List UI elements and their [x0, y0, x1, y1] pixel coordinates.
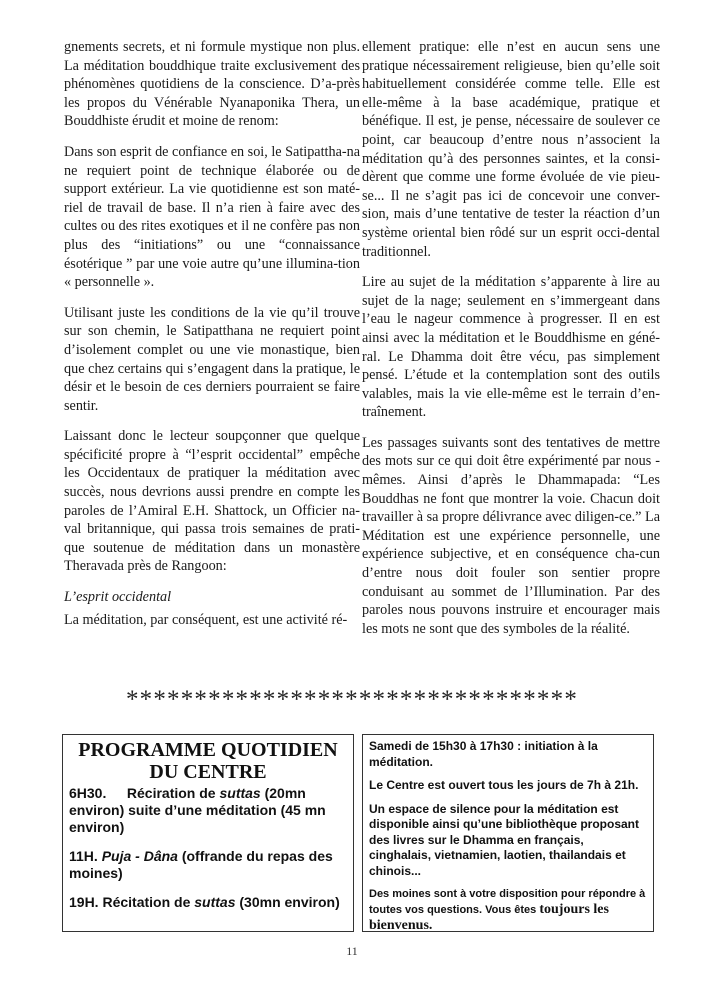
left-text-column [64, 38, 360, 629]
programme-time: 19H. [69, 894, 99, 910]
info-item: Samedi de 15h30 à 17h30 : initiation à la méditation. [369, 739, 598, 769]
paragraph: ellement pratique: elle n’est en aucun sens une pratique nécessairement religieuse, bien qu’elle soit habituellement considérée comme telle. Elle est elle-même à la base académique, pratique et bénéfique. Il est, je pense, nécessaire de soulever ce point, car beaucoup d’entre nous n’associent la méditation qu’à des personnes saintes, et la consi-dèrent que comme une forme évoluée de vie pieu-se... Il ne s’agit pas ici de concevoir une conver-sion, mais d’une tentative de tester la réaction d’un système oriental bien rôdé sur un esprit occi-dental traditionnel. [362, 39, 660, 260]
welcome-text: toujours les bienvenus. [369, 902, 609, 933]
info-item: Un espace de silence pour la méditation est disponible ainsi qu’une bibliothèque proposant des livres sur le Dhamma en français, cinghalais, vietnamien, laotien, thailandais et chinois... [369, 801, 639, 878]
daily-programme-box [62, 734, 354, 932]
programme-italic: suttas [219, 785, 261, 801]
paragraph: Laissant donc le lecteur soupçonner que quelque spécificité propre à “l’esprit occidental” empêche les Occidentaux de pratiquer la méditation avec succès, nous devrions aussi prendre en compte les paroles de l’Amiral E.H. Shattock, un Officier na-val britannique, qui passa trois semaines de prati-que soutenue de méditation dans un monastère Theravada près de Rangoon: [64, 428, 360, 575]
page-number: 11 [346, 944, 358, 958]
programme-italic: Puja - Dâna [101, 848, 178, 864]
programme-text: (offrande du repas des moines) [69, 848, 333, 881]
paragraph: La méditation, par conséquent, est une activité ré- [64, 611, 348, 628]
programme-time: 11H. [69, 848, 98, 864]
programme-text: Réciration de [126, 785, 220, 801]
info-closing [369, 887, 647, 934]
section-subheading: L’esprit occidental [64, 589, 172, 606]
programme-item [69, 785, 347, 836]
right-text-column [362, 38, 660, 638]
paragraph: Dans son esprit de confiance en soi, le Satipattha-na ne requiert point de technique élaborée ou de support extérieur. La vie quotidienne est son maté-riel de travail de base. Il n’a rien à faire avec des cultes ou des rites exotiques et il ne confère pas non plus des “initiations” ou une “connaissance ésotérique ” par une voie autre qu’une illumina-tion « personnelle ». [64, 143, 360, 291]
paragraph: gnements secrets, et ni formule mystique non plus. La méditation bouddhique traite exclusivement des phénomènes quotidiens de la conscience. D’a-près les propos du Vénérable Nyanaponika Thera, un Bouddhiste érudit et moine de renom: [64, 39, 360, 130]
programme-item [69, 848, 347, 882]
paragraph: Les passages suivants sont des tentatives de mettre des mots sur ce qui doit être expérimenté par nous -mêmes. Ainsi d’après le Dhammapada: “Les Bouddhas ne font que montrer la voie. Chacun doit travailler à sa propre délivrance avec diligen-ce.” La Méditation est une expérience personnelle, une expérience subjective, et en conséquence cha-cun d’entre nous doit fouler son sentier propre conduisant au sommet de l’Illumination. Par des paroles nous pouvons instruire et encourager mais les mots ne sont que des symboles de la réalité. [362, 434, 660, 637]
info-box [362, 734, 654, 932]
programme-text: Récitation de [102, 894, 195, 910]
paragraph: Lire au sujet de la méditation s’apparente à lire au sujet de la nage; seulement en s’immergeant dans l’eau le nageur commence à progresser. Il en est ainsi avec la méditation et le Bouddhisme en géné-ral. Le Dhamma doit être vécu, pas simplement pensé. L’étude et la contemplation sont des outils valables, mais la vie elle-même est le terrain d’en-traînement. [362, 274, 660, 421]
programme-text: (20mn environ) suite d’une méditation (45 mn environ) [69, 785, 326, 835]
programme-time: 6H30. [69, 785, 107, 801]
info-item: Le Centre est ouvert tous les jours de 7h à 21h. [369, 778, 639, 792]
paragraph: Utilisant juste les conditions de la vie qu’il trouve sur son chemin, le Satipatthana ne requiert point d’isolement complet ou une vie monastique, bien que chez certains qui s’engagent dans la pratique, le désir et le besoin de ces derniers pourraient se faire sentir. [64, 304, 360, 414]
asterisk-separator: ********************************* [125, 686, 579, 713]
programme-item [69, 894, 347, 911]
info-closing-text: Des moines sont à votre disposition pour répondre à toutes vos questions. Vous êtes [369, 888, 646, 916]
programme-italic: suttas [194, 894, 236, 910]
programme-title: PROGRAMME QUOTIDIEN DU CENTRE [78, 739, 338, 783]
programme-text: (30mn environ) [235, 894, 340, 910]
